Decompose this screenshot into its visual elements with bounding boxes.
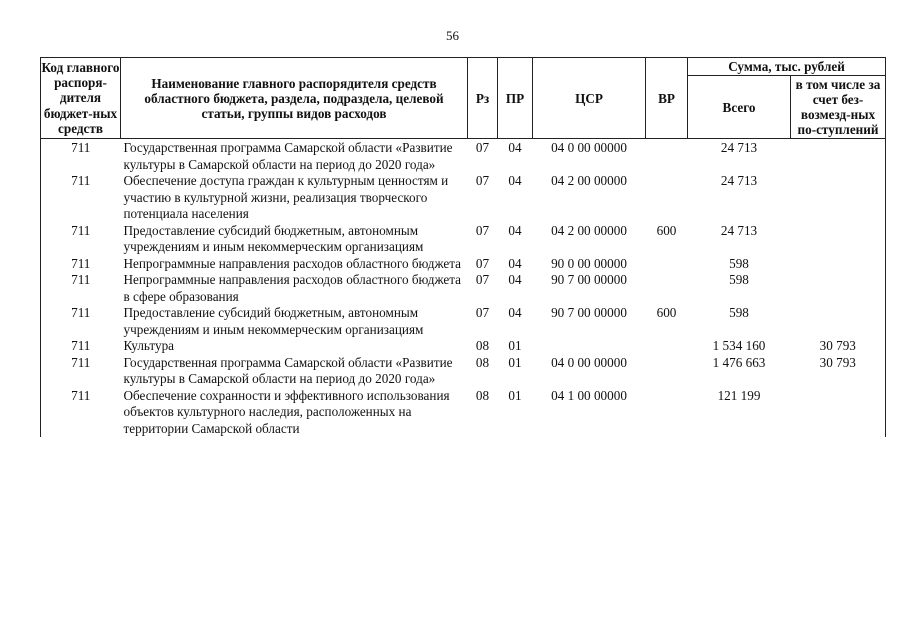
header-csr: ЦСР bbox=[533, 58, 646, 139]
rz-cell: 07 bbox=[475, 272, 490, 287]
csr-cell: 90 7 00 00000 bbox=[551, 305, 627, 320]
csr-cell: 04 1 00 00000 bbox=[551, 387, 627, 403]
pr-cell: 01 bbox=[508, 354, 522, 370]
name-cell: Государственная программа Самарской области «Развитие культуры в Самарской области на период до 2020 года» bbox=[123, 354, 453, 386]
table-header bbox=[41, 58, 886, 139]
vr-cell bbox=[646, 139, 688, 174]
rz-cell: 08 bbox=[475, 387, 490, 403]
csr-cell: 04 2 00 00000 bbox=[551, 173, 627, 188]
name-cell: Государственная программа Самарской области «Развитие культуры в Самарской области на период до 2020 года» bbox=[123, 140, 453, 172]
code-cell: 711 bbox=[41, 305, 121, 338]
table-row bbox=[41, 355, 886, 388]
rz-cell: 07 bbox=[475, 173, 490, 188]
code-cell: 711 bbox=[41, 338, 121, 355]
rz-cell: 07 bbox=[475, 222, 490, 238]
vr-cell bbox=[646, 355, 688, 388]
csr-cell: 04 0 00 00000 bbox=[551, 140, 627, 155]
total-cell: 24 713 bbox=[720, 173, 758, 188]
header-vr: ВР bbox=[646, 58, 688, 139]
total-cell: 24 713 bbox=[720, 140, 758, 155]
free-cell bbox=[791, 173, 886, 223]
name-cell: Непрограммные направления расходов областного бюджета в сфере образования bbox=[123, 272, 462, 304]
total-cell: 1 534 160 bbox=[712, 338, 766, 353]
name-cell: Предоставление субсидий бюджетным, автономным учреждениям и иным некоммерческим организациям bbox=[123, 222, 424, 254]
page-number: 56 bbox=[446, 28, 459, 43]
total-cell: 598 bbox=[729, 255, 749, 271]
header-pr: ПР bbox=[498, 58, 533, 139]
rz-cell: 08 bbox=[475, 354, 490, 370]
vr-cell: 600 bbox=[656, 222, 677, 238]
pr-cell: 04 bbox=[508, 140, 522, 155]
pr-cell: 04 bbox=[508, 272, 522, 287]
name-cell: Обеспечение доступа граждан к культурным ценностям и участию в культурной жизни, реализация творческого потенциала населения bbox=[123, 173, 449, 221]
free-cell bbox=[791, 139, 886, 174]
code-cell: 711 bbox=[41, 256, 121, 273]
rz-cell: 07 bbox=[475, 305, 490, 320]
name-cell: Непрограммные направления расходов областного бюджета bbox=[123, 255, 462, 271]
vr-cell bbox=[646, 272, 688, 305]
csr-cell: 04 0 00 00000 bbox=[551, 354, 627, 370]
free-cell: 30 793 bbox=[791, 355, 886, 388]
table-row bbox=[41, 272, 886, 305]
total-cell: 598 bbox=[729, 272, 749, 287]
rz-cell: 07 bbox=[475, 140, 490, 155]
pr-cell: 04 bbox=[508, 173, 522, 188]
budget-table bbox=[40, 57, 886, 437]
total-cell: 1 476 663 bbox=[712, 354, 766, 370]
table-row bbox=[41, 388, 886, 438]
free-cell: 30 793 bbox=[791, 338, 886, 355]
code-cell: 711 bbox=[41, 173, 121, 223]
header-sum: Сумма, тыс. рублей bbox=[688, 58, 886, 76]
vr-cell bbox=[646, 338, 688, 355]
table-row bbox=[41, 139, 886, 174]
total-cell: 121 199 bbox=[717, 387, 761, 403]
free-cell bbox=[791, 256, 886, 273]
pr-cell: 04 bbox=[508, 255, 522, 271]
rz-cell: 08 bbox=[475, 338, 490, 353]
vr-cell bbox=[646, 388, 688, 438]
table-row bbox=[41, 173, 886, 223]
table-row bbox=[41, 256, 886, 273]
header-total: Всего bbox=[688, 76, 791, 139]
header-name: Наименование главного распорядителя средств областного бюджета, раздела, подраздела, целевой статьи, группы видов расходов bbox=[121, 58, 468, 139]
csr-cell bbox=[533, 338, 646, 355]
vr-cell bbox=[646, 256, 688, 273]
pr-cell: 04 bbox=[508, 222, 522, 238]
table-row bbox=[41, 305, 886, 338]
name-cell: Обеспечение сохранности и эффективного использования объектов культурного наследия, расположенных на территории Самарской области bbox=[123, 387, 450, 436]
table-body bbox=[41, 139, 886, 438]
csr-cell: 90 0 00 00000 bbox=[551, 255, 627, 271]
total-cell: 598 bbox=[729, 305, 749, 320]
code-cell: 711 bbox=[41, 388, 121, 438]
free-cell bbox=[791, 223, 886, 256]
free-cell bbox=[791, 388, 886, 438]
header-free: в том числе за счет без-возмезд-ных по-ступлений bbox=[791, 76, 886, 139]
pr-cell: 01 bbox=[508, 387, 522, 403]
pr-cell: 04 bbox=[508, 305, 522, 320]
code-cell: 711 bbox=[41, 272, 121, 305]
header-rz: Рз bbox=[468, 58, 498, 139]
name-cell: Культура bbox=[123, 338, 175, 353]
csr-cell: 90 7 00 00000 bbox=[551, 272, 627, 287]
free-cell bbox=[791, 305, 886, 338]
free-cell bbox=[791, 272, 886, 305]
code-cell: 711 bbox=[41, 139, 121, 174]
vr-cell: 600 bbox=[656, 305, 677, 320]
total-cell: 24 713 bbox=[720, 222, 758, 238]
pr-cell: 01 bbox=[508, 338, 522, 353]
header-code: Код главного распоря-дителя бюджет-ных средств bbox=[41, 58, 121, 139]
table-row bbox=[41, 338, 886, 355]
code-cell: 711 bbox=[41, 355, 121, 388]
vr-cell bbox=[646, 173, 688, 223]
table-row bbox=[41, 223, 886, 256]
rz-cell: 07 bbox=[475, 255, 490, 271]
code-cell: 711 bbox=[41, 223, 121, 256]
csr-cell: 04 2 00 00000 bbox=[551, 222, 627, 238]
name-cell: Предоставление субсидий бюджетным, автономным учреждениям и иным некоммерческим организациям bbox=[123, 305, 424, 337]
